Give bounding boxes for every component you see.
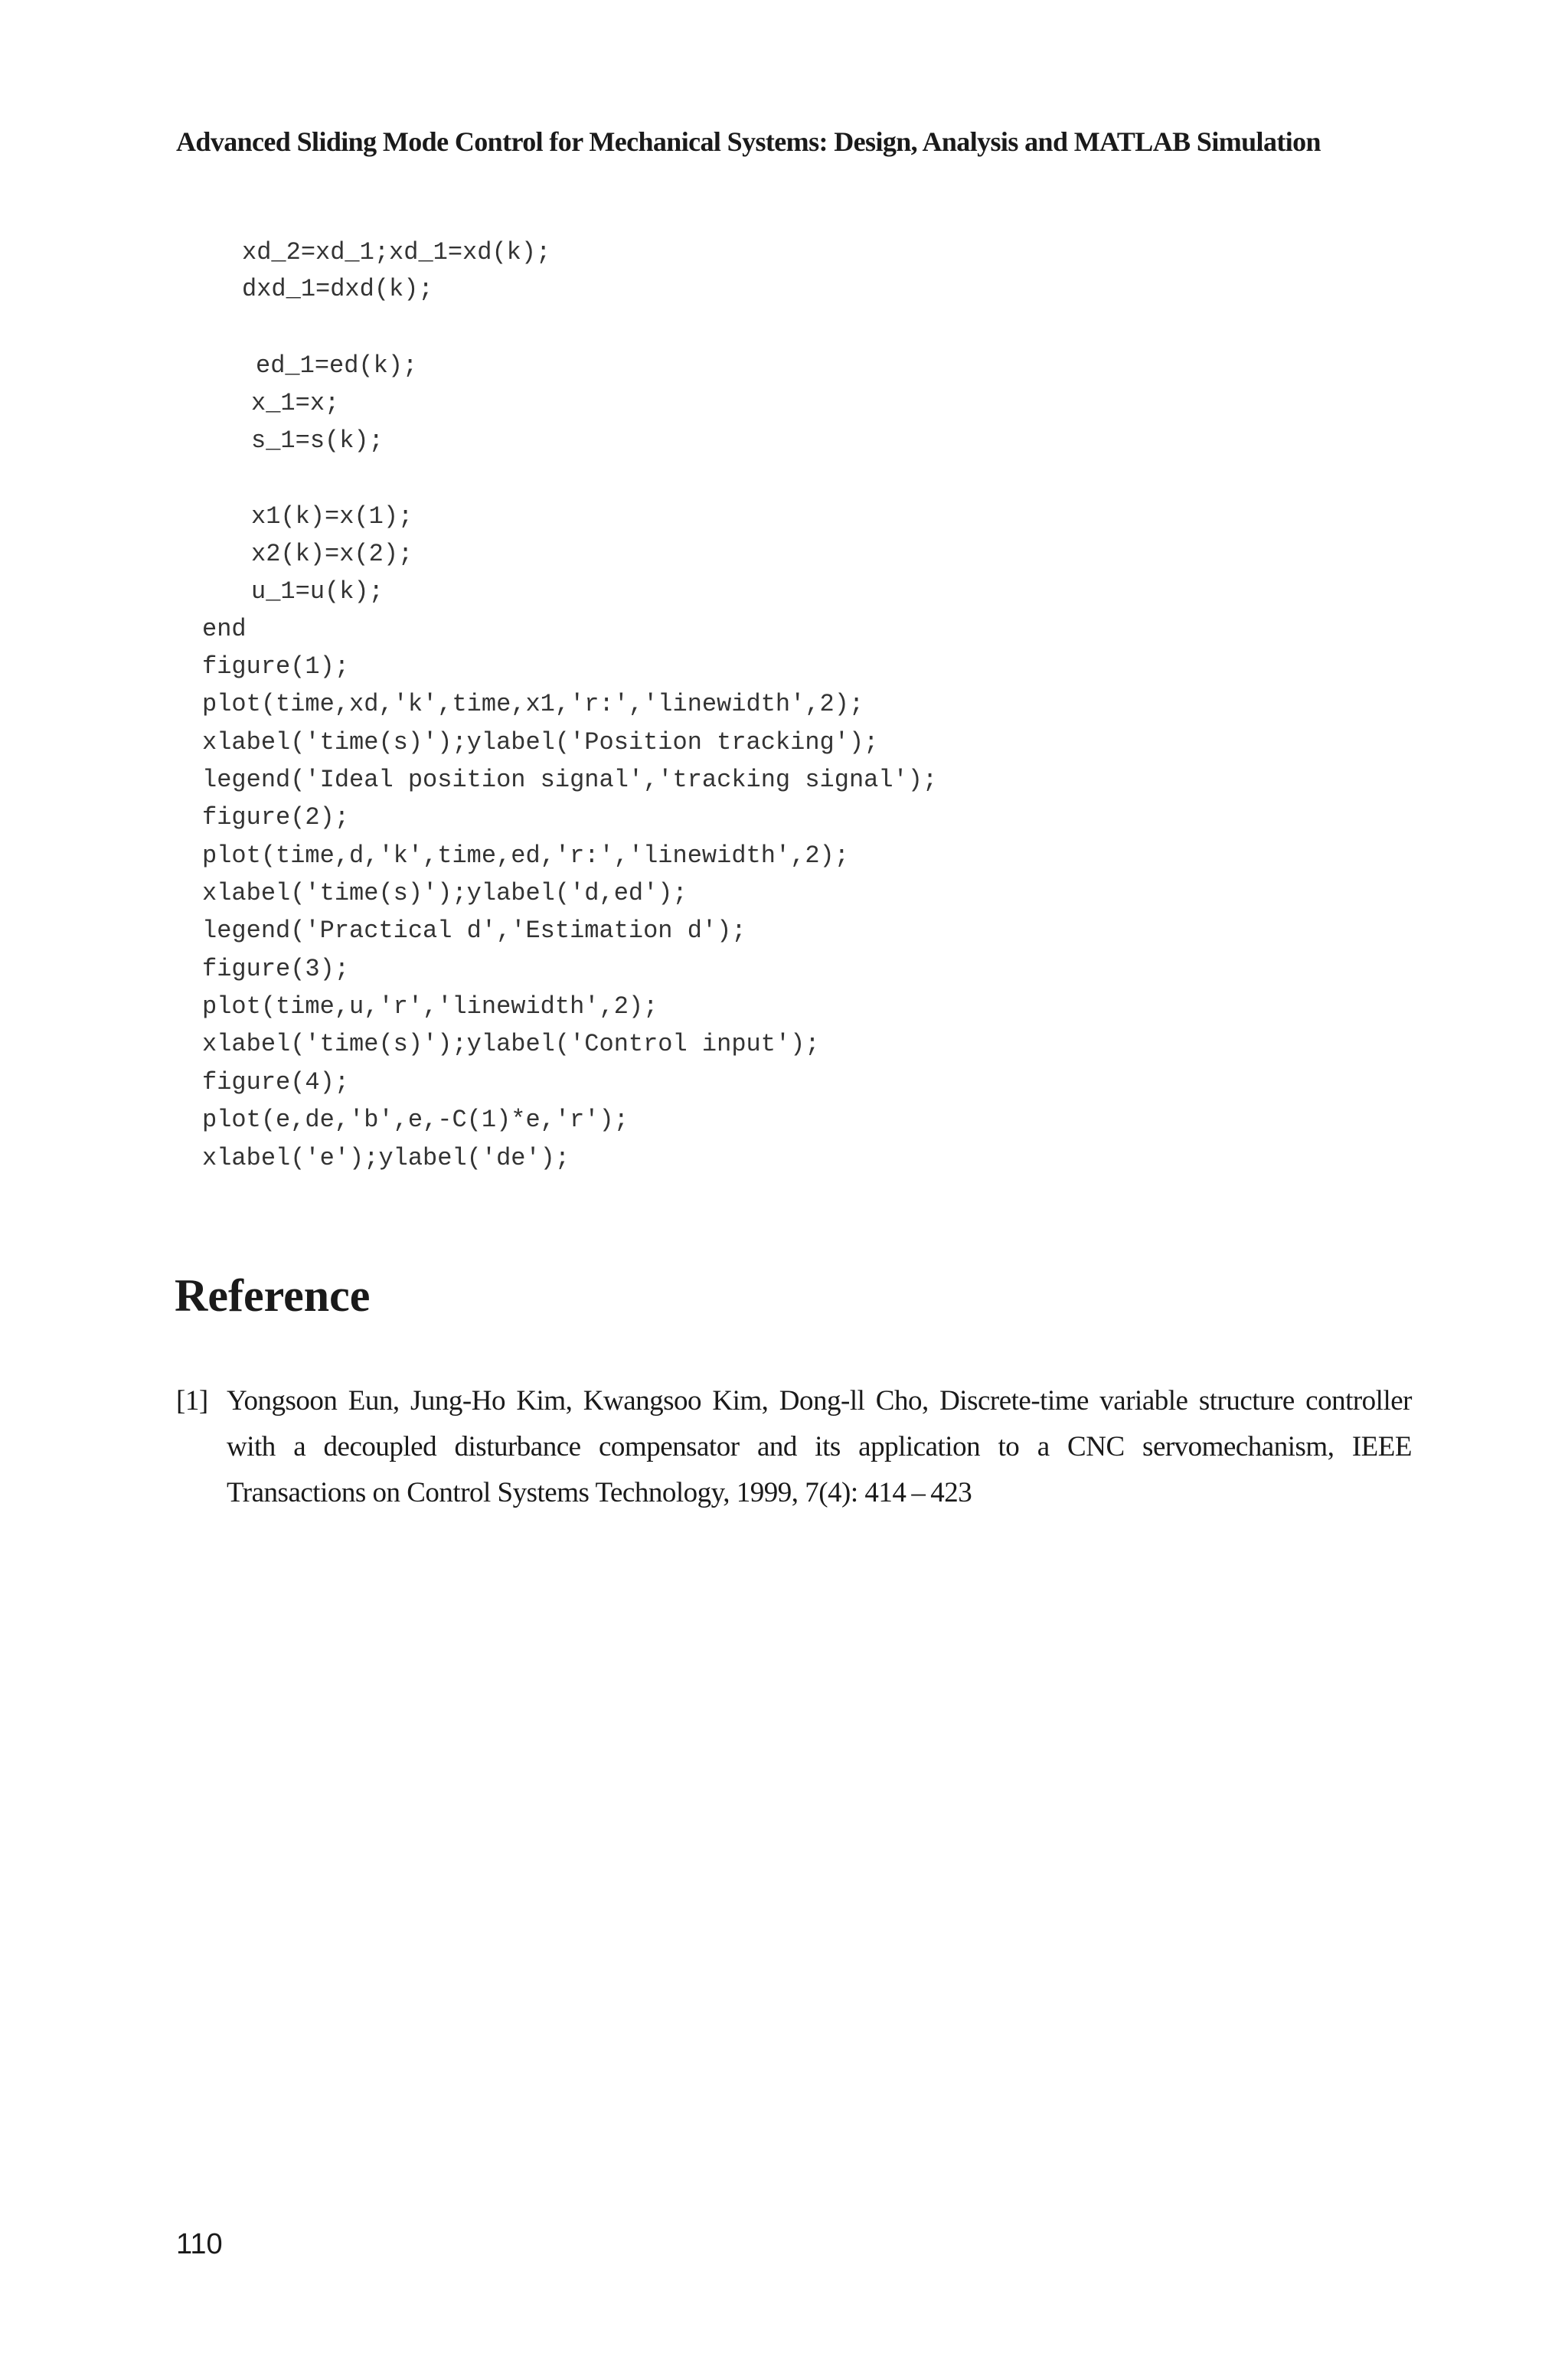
code-line: xlabel('e');ylabel('de');: [202, 1144, 570, 1172]
code-line: figure(3);: [202, 955, 350, 983]
code-line: dxd_1=dxd(k);: [242, 275, 433, 303]
code-line: figure(4);: [202, 1068, 350, 1096]
reference-text: Yongsoon Eun, Jung-Ho Kim, Kwangsoo Kim, Dong-ll Cho, Discrete-time variable structure controller with a decoupled disturbance compensator and its application to a CNC servomechanism, IEEE Transactions on Control Systems Technology, 1999, 7(4): 414 – 423: [227, 1385, 1412, 1508]
code-line: s_1=s(k);: [251, 426, 384, 455]
code-line: xd_2=xd_1;xd_1=xd(k);: [242, 238, 551, 266]
code-line: plot(time,xd,'k',time,x1,'r:','linewidth',2);: [202, 690, 864, 718]
code-line: plot(time,u,'r','linewidth',2);: [202, 992, 658, 1021]
code-line: xlabel('time(s)');ylabel('Position tracking');: [202, 728, 879, 757]
code-line: xlabel('time(s)');ylabel('d,ed');: [202, 879, 688, 907]
code-line: plot(e,de,'b',e,-C(1)*e,'r');: [202, 1106, 629, 1134]
code-line: x_1=x;: [251, 389, 340, 417]
reference-entry: [176, 1378, 1412, 1516]
code-line: figure(2);: [202, 803, 350, 832]
code-line: figure(1);: [202, 652, 350, 681]
section-heading-reference: Reference: [175, 1270, 371, 1321]
code-line: legend('Ideal position signal','tracking signal');: [202, 766, 938, 794]
page-number: 110: [176, 2228, 223, 2260]
code-line: plot(time,d,'k',time,ed,'r:','linewidth',2);: [202, 841, 849, 870]
code-line: end: [202, 615, 247, 643]
running-header: Advanced Sliding Mode Control for Mechanical Systems: Design, Analysis and MATLAB Simulation: [176, 126, 1321, 157]
code-line: xlabel('time(s)');ylabel('Control input');: [202, 1030, 820, 1058]
code-line: x2(k)=x(2);: [251, 540, 413, 568]
reference-number: [1]: [176, 1385, 208, 1417]
code-line: ed_1=ed(k);: [256, 351, 418, 380]
code-line: u_1=u(k);: [251, 577, 384, 606]
code-line: legend('Practical d','Estimation d');: [202, 917, 746, 945]
code-line: x1(k)=x(1);: [251, 502, 413, 531]
